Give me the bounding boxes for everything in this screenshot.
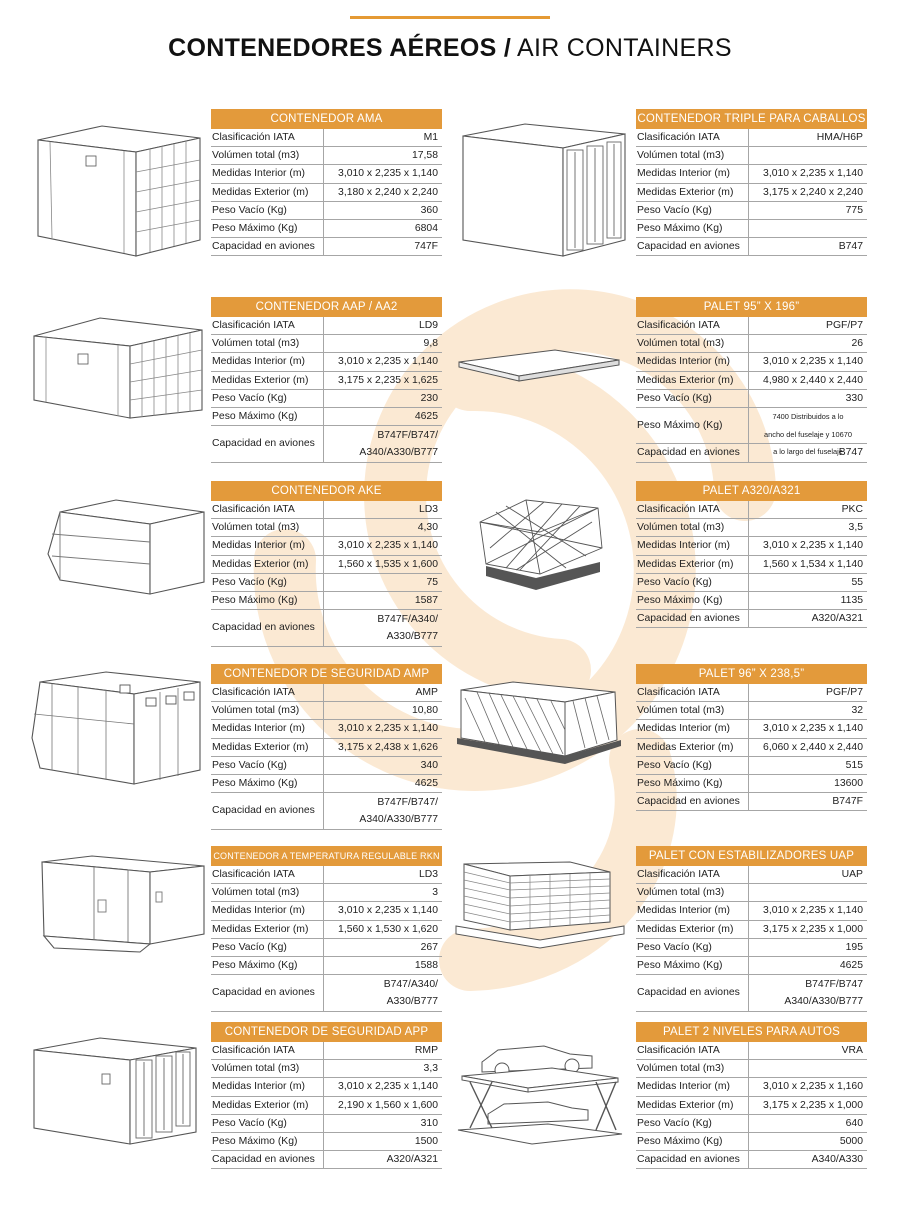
spec-row-tare: Peso Vacío (Kg) 267 bbox=[211, 939, 442, 957]
spec-row-iata: Clasificación IATA LD3 bbox=[211, 501, 442, 519]
spec-row-interior: Medidas Interior (m) 3,010 x 2,235 x 1,140 bbox=[636, 537, 867, 555]
netted-pallet-icon bbox=[476, 492, 606, 604]
spec-row-volume: Volúmen total (m3) 17,58 bbox=[211, 147, 442, 165]
spec-row-iata: Clasificación IATA PKC bbox=[636, 501, 867, 519]
spec-row-interior: Medidas Interior (m) 3,010 x 2,235 x 1,140 bbox=[636, 720, 867, 738]
spec-row-interior: Medidas Interior (m) 3,010 x 2,235 x 1,140 bbox=[636, 353, 867, 371]
spec-row-exterior: Medidas Exterior (m) 1,560 x 1,534 x 1,140 bbox=[636, 556, 867, 574]
spec-row-volume: Volúmen total (m3) 32 bbox=[636, 702, 867, 720]
spec-row-tare: Peso Vacío (Kg) 515 bbox=[636, 757, 867, 775]
car-pallet-icon bbox=[452, 1026, 628, 1154]
spec-row-interior: Medidas Interior (m) 3,010 x 2,235 x 1,140 bbox=[211, 1078, 442, 1096]
spec-row-capacity: Capacidad en aviones A320/A321 bbox=[211, 1151, 442, 1169]
spec-row-volume: Volúmen total (m3) 4,30 bbox=[211, 519, 442, 537]
spec-row-volume: Volúmen total (m3) bbox=[636, 1060, 867, 1078]
spec-row-exterior: Medidas Exterior (m) 3,180 x 2,240 x 2,240 bbox=[211, 184, 442, 202]
spec-row-exterior: Medidas Exterior (m) 3,175 x 2,235 x 1,625 bbox=[211, 372, 442, 390]
container-ake-icon bbox=[38, 494, 208, 604]
spec-row-tare: Peso Vacío (Kg) 640 bbox=[636, 1115, 867, 1133]
spec-title: CONTENEDOR AKE bbox=[211, 481, 442, 501]
spec-row-interior: Medidas Interior (m) 3,010 x 2,235 x 1,140 bbox=[211, 165, 442, 183]
spec-title: CONTENEDOR A TEMPERATURA REGULABLE RKN bbox=[211, 846, 442, 866]
spec-title: PALET 2 NIVELES PARA AUTOS bbox=[636, 1022, 867, 1042]
spec-row-iata: Clasificación IATA PGF/P7 bbox=[636, 684, 867, 702]
spec-row-iata: Clasificación IATA LD9 bbox=[211, 317, 442, 335]
spec-row-exterior: Medidas Exterior (m) 1,560 x 1,530 x 1,620 bbox=[211, 921, 442, 939]
spec-row-iata: Clasificación IATA AMP bbox=[211, 684, 442, 702]
page-title bbox=[0, 34, 900, 63]
spec-title: PALET A320/A321 bbox=[636, 481, 867, 501]
spec-title: PALET CON ESTABILIZADORES UAP bbox=[636, 846, 867, 866]
spec-title: PALET 96” X 238,5” bbox=[636, 664, 867, 684]
spec-row-tare: Peso Vacío (Kg) 310 bbox=[211, 1115, 442, 1133]
spec-row-exterior: Medidas Exterior (m) 4,980 x 2,440 x 2,440 bbox=[636, 372, 867, 390]
top-accent-rule bbox=[350, 16, 550, 19]
spec-row-iata: Clasificación IATA LD3 bbox=[211, 866, 442, 884]
spec-row-volume: Volúmen total (m3) 10,80 bbox=[211, 702, 442, 720]
spec-title: PALET 95” X 196” bbox=[636, 297, 867, 317]
spec-row-iata: Clasificación IATA HMA/H6P bbox=[636, 129, 867, 147]
spec-row-max: Peso Máximo (Kg) 1588 bbox=[211, 957, 442, 975]
spec-row-iata: Clasificación IATA VRA bbox=[636, 1042, 867, 1060]
flat-pallet-icon bbox=[455, 346, 625, 386]
spec-title: CONTENEDOR DE SEGURIDAD AMP bbox=[211, 664, 442, 684]
spec-row-max: Peso Máximo (Kg) 1135 bbox=[636, 592, 867, 610]
spec-row-iata: Clasificación IATA RMP bbox=[211, 1042, 442, 1060]
spec-table-pallet-95 bbox=[636, 297, 867, 463]
spec-row-max: Peso Máximo (Kg) 6804 bbox=[211, 220, 442, 238]
spec-row-capacity: Capacidad en aviones B747F/B747/ A340/A330/B777 bbox=[211, 793, 442, 829]
spec-row-exterior: Medidas Exterior (m) 1,560 x 1,535 x 1,600 bbox=[211, 556, 442, 574]
spec-row-capacity: Capacidad en aviones 747F bbox=[211, 238, 442, 256]
spec-row-iata: Clasificación IATA M1 bbox=[211, 129, 442, 147]
stabilizer-pallet-icon bbox=[452, 858, 628, 952]
spec-row-max: Peso Máximo (Kg) bbox=[636, 220, 867, 238]
spec-row-exterior: Medidas Exterior (m) 3,175 x 2,235 x 1,000 bbox=[636, 1097, 867, 1115]
spec-table-aap bbox=[211, 297, 442, 463]
spec-table-horse bbox=[636, 109, 867, 256]
spec-row-capacity: Capacidad en aviones B747F bbox=[636, 793, 867, 811]
spec-row-max: Peso Máximo (Kg) 13600 bbox=[636, 775, 867, 793]
title-spanish: CONTENEDORES AÉREOS bbox=[168, 34, 497, 62]
spec-row-capacity: Capacidad en aviones B747F/B747 A340/A330/B777 bbox=[636, 975, 867, 1011]
spec-title: CONTENEDOR AMA bbox=[211, 109, 442, 129]
spec-title: CONTENEDOR TRIPLE PARA CABALLOS bbox=[636, 109, 867, 129]
spec-row-exterior: Medidas Exterior (m) 3,175 x 2,438 x 1,626 bbox=[211, 739, 442, 757]
spec-table-pallet-96 bbox=[636, 664, 867, 811]
container-aap-icon bbox=[30, 302, 208, 427]
spec-table-amp bbox=[211, 664, 442, 830]
spec-row-tare: Peso Vacío (Kg) 340 bbox=[211, 757, 442, 775]
spec-row-max: Peso Máximo (Kg) 4625 bbox=[211, 408, 442, 426]
spec-row-interior: Medidas Interior (m) 3,010 x 2,235 x 1,160 bbox=[636, 1078, 867, 1096]
spec-row-volume: Volúmen total (m3) bbox=[636, 147, 867, 165]
spec-row-interior: Medidas Interior (m) 3,010 x 2,235 x 1,140 bbox=[211, 353, 442, 371]
reefer-container-icon bbox=[28, 852, 208, 958]
spec-row-interior: Medidas Interior (m) 3,010 x 2,235 x 1,140 bbox=[211, 537, 442, 555]
spec-row-tare: Peso Vacío (Kg) 330 bbox=[636, 390, 867, 408]
spec-row-capacity: Capacidad en aviones B747/A340/ A330/B777 bbox=[211, 975, 442, 1011]
spec-row-interior: Medidas Interior (m) 3,010 x 2,235 x 1,140 bbox=[211, 720, 442, 738]
spec-row-tare: Peso Vacío (Kg) 55 bbox=[636, 574, 867, 592]
spec-row-exterior: Medidas Exterior (m) 3,175 x 2,235 x 1,000 bbox=[636, 921, 867, 939]
spec-title: CONTENEDOR DE SEGURIDAD APP bbox=[211, 1022, 442, 1042]
security-container-amp-icon bbox=[28, 668, 208, 790]
spec-table-rkn bbox=[211, 846, 442, 1012]
spec-table-uap bbox=[636, 846, 867, 1012]
spec-row-exterior: Medidas Exterior (m) 2,190 x 1,560 x 1,600 bbox=[211, 1097, 442, 1115]
security-container-app-icon bbox=[28, 1030, 208, 1150]
spec-row-capacity: Capacidad en aviones A340/A330 bbox=[636, 1151, 867, 1169]
spec-row-capacity: Capacidad en aviones B747 bbox=[636, 444, 867, 462]
spec-title: CONTENEDOR AAP / AA2 bbox=[211, 297, 442, 317]
spec-table-vra bbox=[636, 1022, 867, 1169]
spec-row-volume: Volúmen total (m3) 9,8 bbox=[211, 335, 442, 353]
spec-row-max: Peso Máximo (Kg) 7400 Distribuidos a lo ancho del fuselaje y 10670 a lo largo del fuselaje bbox=[636, 408, 867, 444]
spec-table-ama bbox=[211, 109, 442, 256]
spec-row-interior: Medidas Interior (m) 3,010 x 2,235 x 1,140 bbox=[636, 902, 867, 920]
spec-row-tare: Peso Vacío (Kg) 360 bbox=[211, 202, 442, 220]
spec-table-ake bbox=[211, 481, 442, 647]
spec-row-volume: Volúmen total (m3) 26 bbox=[636, 335, 867, 353]
spec-row-capacity: Capacidad en aviones B747 bbox=[636, 238, 867, 256]
title-separator: / bbox=[503, 34, 512, 62]
spec-row-volume: Volúmen total (m3) 3 bbox=[211, 884, 442, 902]
spec-row-iata: Clasificación IATA PGF/P7 bbox=[636, 317, 867, 335]
spec-row-exterior: Medidas Exterior (m) 3,175 x 2,240 x 2,240 bbox=[636, 184, 867, 202]
spec-row-max: Peso Máximo (Kg) 1500 bbox=[211, 1133, 442, 1151]
spec-row-max: Peso Máximo (Kg) 5000 bbox=[636, 1133, 867, 1151]
spec-row-max: Peso Máximo (Kg) 4625 bbox=[211, 775, 442, 793]
spec-row-max: Peso Máximo (Kg) 1587 bbox=[211, 592, 442, 610]
spec-row-max: Peso Máximo (Kg) 4625 bbox=[636, 957, 867, 975]
spec-table-app bbox=[211, 1022, 442, 1169]
spec-row-volume: Volúmen total (m3) 3,5 bbox=[636, 519, 867, 537]
spec-row-capacity: Capacidad en aviones B747F/A340/ A330/B777 bbox=[211, 610, 442, 646]
spec-row-volume: Volúmen total (m3) bbox=[636, 884, 867, 902]
spec-row-volume: Volúmen total (m3) 3,3 bbox=[211, 1060, 442, 1078]
strapped-pallet-icon bbox=[455, 680, 625, 768]
container-ama-icon bbox=[30, 118, 208, 263]
title-english: AIR CONTAINERS bbox=[516, 34, 732, 62]
spec-row-iata: Clasificación IATA UAP bbox=[636, 866, 867, 884]
spec-row-exterior: Medidas Exterior (m) 6,060 x 2,440 x 2,440 bbox=[636, 739, 867, 757]
spec-row-tare: Peso Vacío (Kg) 195 bbox=[636, 939, 867, 957]
spec-row-capacity: Capacidad en aviones A320/A321 bbox=[636, 610, 867, 628]
spec-row-tare: Peso Vacío (Kg) 230 bbox=[211, 390, 442, 408]
spec-table-pallet-a320 bbox=[636, 481, 867, 628]
spec-row-capacity: Capacidad en aviones B747F/B747/ A340/A330/B777 bbox=[211, 426, 442, 462]
spec-row-tare: Peso Vacío (Kg) 75 bbox=[211, 574, 442, 592]
spec-row-interior: Medidas Interior (m) 3,010 x 2,235 x 1,140 bbox=[211, 902, 442, 920]
horse-container-icon bbox=[455, 118, 633, 263]
spec-row-interior: Medidas Interior (m) 3,010 x 2,235 x 1,140 bbox=[636, 165, 867, 183]
spec-row-tare: Peso Vacío (Kg) 775 bbox=[636, 202, 867, 220]
